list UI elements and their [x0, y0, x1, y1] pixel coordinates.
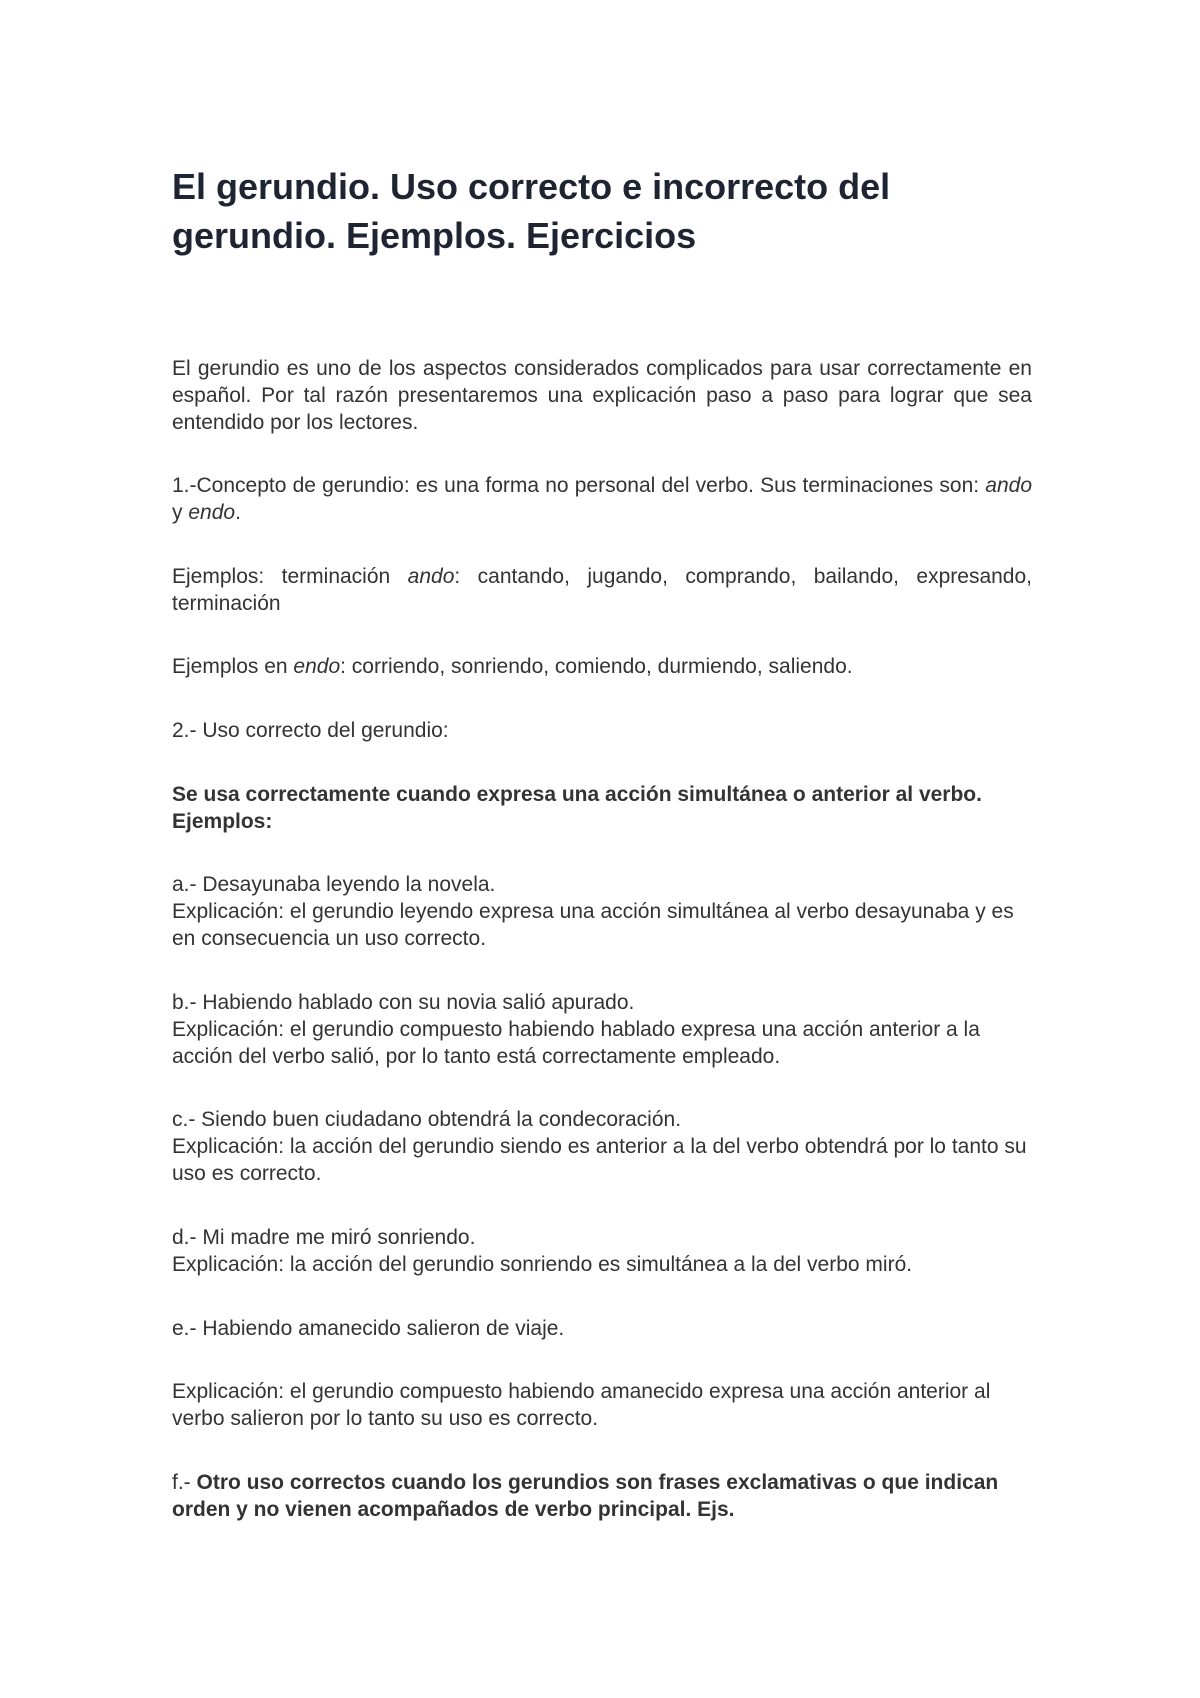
concept-paragraph [172, 472, 1032, 526]
example-sentence: a.- Desayunaba leyendo la novela. [172, 873, 496, 896]
example-sentence: c.- Siendo buen ciudadano obtendrá la condecoración. [172, 1108, 682, 1131]
example-e-explanation: Explicación: el gerundio compuesto habiendo amanecido expresa una acción anterior al verbo salieron por lo tanto su uso es correcto. [172, 1380, 991, 1430]
example-sentence: b.- Habiendo hablado con su novia salió apurado. [172, 991, 635, 1014]
example-b [172, 989, 1032, 1070]
concept-suffix: . [235, 501, 241, 524]
concept-term-ando: ando [985, 474, 1032, 497]
example-d [172, 1224, 1032, 1278]
example-explanation: Explicación: la acción del gerundio sonriendo es simultánea a la del verbo miró. [172, 1253, 913, 1276]
concept-joiner: y [172, 501, 189, 524]
document-page [172, 162, 1032, 1523]
examples-ando-paragraph [172, 563, 1032, 617]
example-sentence: d.- Mi madre me miró sonriendo. [172, 1226, 476, 1249]
intro-paragraph: El gerundio es uno de los aspectos considerados complicados para usar correctamente en español. Por tal razón presentaremos una explicación paso a paso para lograr que sea entendido por los lectores. [172, 357, 1032, 434]
section-2-heading: 2.- Uso correcto del gerundio: [172, 719, 449, 742]
examples-ando-term: ando [407, 565, 455, 588]
concept-text: 1.-Concepto de gerundio: es una forma no personal del verbo. Sus terminaciones son: [172, 474, 986, 497]
example-explanation: Explicación: el gerundio compuesto habiendo hablado expresa una acción anterior a la acción del verbo salió, por lo tanto está correctamente empleado. [172, 1018, 980, 1068]
examples-endo-paragraph [172, 653, 1032, 680]
document-title: El gerundio. Uso correcto e incorrecto del gerundio. Ejemplos. Ejercicios [172, 166, 891, 256]
example-explanation: Explicación: la acción del gerundio siendo es anterior a la del verbo obtendrá por lo tanto su uso es correcto. [172, 1135, 1027, 1185]
examples-endo-term: endo [293, 655, 341, 678]
example-f [172, 1469, 1032, 1523]
example-f-text: Otro uso correctos cuando los gerundios son frases exclamativas o que indican orden y no vienen acompañados de verbo principal. Ejs. [172, 1471, 999, 1521]
section-2-rule: Se usa correctamente cuando expresa una acción simultánea o anterior al verbo. Ejemplos: [172, 783, 982, 833]
examples-endo-list: : corriendo, sonriendo, comiendo, durmiendo, saliendo. [340, 655, 853, 678]
example-f-prefix: f.- [172, 1471, 197, 1494]
examples-ando-prefix: Ejemplos: terminación [172, 565, 408, 588]
example-e-sentence: e.- Habiendo amanecido salieron de viaje. [172, 1317, 565, 1340]
example-c [172, 1106, 1032, 1187]
examples-ando-list: : cantando, jugando, comprando, bailando, expresando, terminación [172, 565, 1033, 615]
concept-term-endo: endo [188, 501, 236, 524]
examples-endo-prefix: Ejemplos en [172, 655, 294, 678]
example-explanation: Explicación: el gerundio leyendo expresa una acción simultánea al verbo desayunaba y es en consecuencia un uso correcto. [172, 900, 1014, 950]
example-a [172, 871, 1032, 952]
